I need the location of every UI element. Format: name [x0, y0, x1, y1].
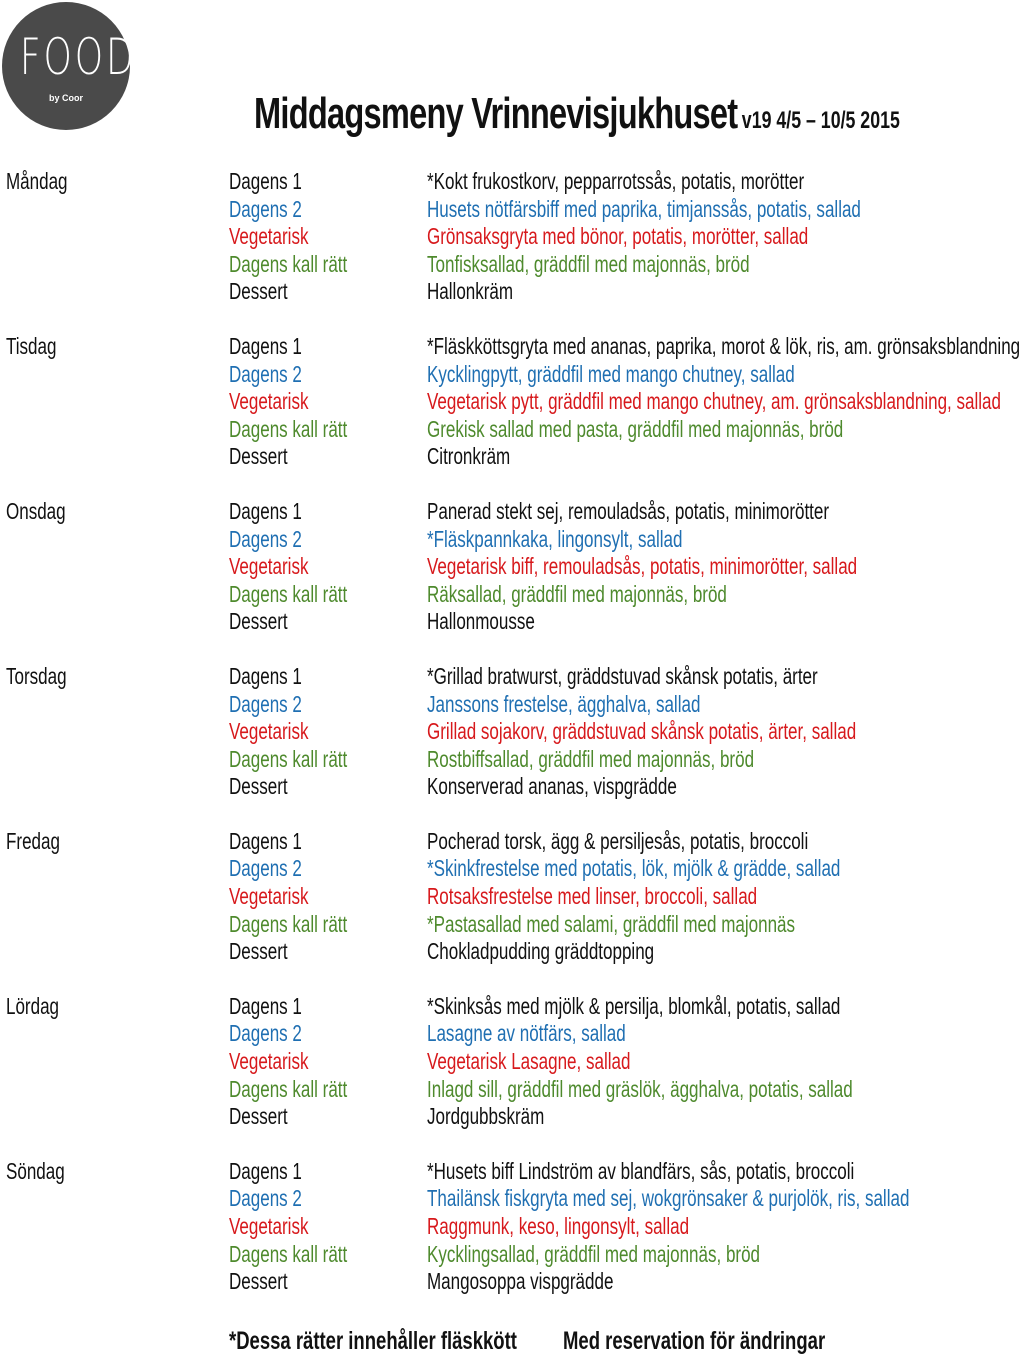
category-label: Dagens 1 [229, 662, 302, 689]
dish-description: Räksallad, gräddfil med majonnäs, bröd [427, 580, 727, 607]
menu-row [0, 1076, 960, 1104]
menu-row [0, 498, 960, 526]
dish-description: Kycklingsallad, gräddfil med majonnäs, bröd [427, 1240, 761, 1267]
category-label: Dagens 1 [229, 827, 302, 854]
day-block [0, 663, 960, 801]
page-title [254, 89, 900, 138]
category-label: Vegetarisk [229, 553, 309, 580]
menu-row [0, 223, 960, 251]
category-label: Dagens kall rätt [229, 250, 348, 277]
menu-row [0, 938, 960, 966]
weekly-menu [0, 168, 1020, 1323]
day-block [0, 993, 960, 1131]
dish-description: Pocherad torsk, ägg & persiljesås, potatis, broccoli [427, 827, 809, 854]
day-label: Fredag [6, 827, 60, 854]
day-block [0, 1158, 960, 1296]
menu-row [0, 1158, 960, 1186]
dish-description: Inlagd sill, gräddfil med gräslök, ägghalva, potatis, sallad [427, 1075, 853, 1102]
dish-description: *Grillad bratwurst, gräddstuvad skånsk potatis, ärter [427, 662, 818, 689]
category-label: Dagens kall rätt [229, 1240, 348, 1267]
dish-description: *Kokt frukostkorv, pepparrotssås, potatis, morötter [427, 168, 805, 194]
category-label: Dagens 1 [229, 168, 302, 194]
category-label: Dagens 2 [229, 360, 302, 387]
menu-row [0, 993, 960, 1021]
category-label: Dagens 1 [229, 992, 302, 1019]
dish-description: Chokladpudding gräddtopping [427, 938, 655, 965]
menu-row [0, 251, 960, 279]
dish-description: Tonfisksallad, gräddfil med majonnäs, bröd [427, 250, 750, 277]
dish-description: Grillad sojakorv, gräddstuvad skånsk potatis, ärter, sallad [427, 718, 857, 745]
category-label: Dessert [229, 938, 288, 965]
menu-version-dates: v19 4/5 – 10/5 2015 [741, 107, 900, 134]
menu-row [0, 168, 960, 196]
category-label: Vegetarisk [229, 1213, 309, 1239]
dish-description: Lasagne av nötfärs, sallad [427, 1020, 626, 1047]
category-label: Dagens 1 [229, 1157, 302, 1184]
dish-description: Mangosoppa vispgrädde [427, 1268, 614, 1295]
dish-description: *Skinkfrestelse med potatis, lök, mjölk & grädde, sallad [427, 855, 841, 882]
menu-row [0, 1268, 960, 1296]
menu-row [0, 553, 960, 581]
dish-description: Rostbiffsallad, gräddfil med majonnäs, bröd [427, 745, 755, 772]
category-label: Vegetarisk [229, 718, 309, 745]
menu-row [0, 773, 960, 801]
dish-description: *Skinksås med mjölk & persilja, blomkål, potatis, sallad [427, 992, 841, 1019]
category-label: Dessert [229, 278, 288, 305]
menu-row [0, 443, 960, 471]
dish-description: Konserverad ananas, vispgrädde [427, 773, 677, 800]
dish-description: Hallonkräm [427, 278, 514, 305]
category-label: Dagens kall rätt [229, 415, 348, 442]
category-label: Vegetarisk [229, 388, 309, 415]
day-block [0, 828, 960, 966]
menu-row [0, 388, 1001, 416]
category-label: Dagens 1 [229, 497, 302, 524]
dish-description: Janssons frestelse, ägghalva, sallad [427, 690, 701, 717]
menu-row [0, 196, 960, 224]
menu-title: Middagsmeny Vrinnevisjukhuset [254, 89, 738, 138]
category-label: Dagens 2 [229, 855, 302, 882]
day-block [0, 168, 960, 306]
menu-row [0, 581, 960, 609]
menu-row [0, 911, 960, 939]
dish-description: *Husets biff Lindström av blandfärs, sås, potatis, broccoli [427, 1157, 855, 1184]
category-label: Dagens 2 [229, 1185, 302, 1212]
menu-row [0, 828, 960, 856]
menu-row [0, 1020, 960, 1048]
menu-row [0, 855, 960, 883]
menu-row [0, 608, 960, 636]
menu-row [0, 883, 960, 911]
menu-row [0, 663, 960, 691]
dish-description: Grönsaksgryta med bönor, potatis, morötter, sallad [427, 223, 809, 250]
day-label: Onsdag [6, 497, 66, 524]
day-label: Tisdag [6, 332, 57, 359]
logo-byline-text: by Coor [48, 93, 83, 103]
day-block [0, 498, 960, 636]
dish-description: Thailänsk fiskgryta med sej, wokgrönsaker & purjolök, ris, sallad [427, 1185, 910, 1212]
category-label: Vegetarisk [229, 883, 309, 910]
category-label: Vegetarisk [229, 1048, 309, 1075]
menu-row [0, 332, 1020, 361]
dish-description: *Fläskköttsgryta med ananas, paprika, morot & lök, ris, am. grönsaksblandning [427, 332, 1020, 359]
logo-brand-text: FOOD [19, 28, 137, 86]
category-label: Dagens 2 [229, 525, 302, 552]
reservation-note: Med reservation för ändringar [563, 1327, 826, 1355]
pork-note: *Dessa rätter innehåller fläskkött [229, 1327, 517, 1355]
menu-row [0, 746, 960, 774]
category-label: Dagens kall rätt [229, 1075, 348, 1102]
dish-description: Kycklingpytt, gräddfil med mango chutney, sallad [427, 360, 795, 387]
menu-row [0, 1185, 960, 1213]
category-label: Vegetarisk [229, 223, 309, 250]
category-label: Dessert [229, 1268, 288, 1295]
dish-description: Rotsaksfrestelse med linser, broccoli, sallad [427, 883, 758, 910]
day-label: Torsdag [6, 662, 67, 689]
dish-description: Husets nötfärsbiff med paprika, timjanssås, potatis, sallad [427, 195, 861, 222]
menu-row [0, 416, 960, 444]
menu-row [0, 691, 960, 719]
menu-row [0, 1103, 960, 1131]
menu-row [0, 1213, 960, 1241]
category-label: Dagens 2 [229, 1020, 302, 1047]
dish-description: Raggmunk, keso, lingonsylt, sallad [427, 1213, 690, 1239]
day-block [0, 332, 1020, 471]
dish-description: Vegetarisk Lasagne, sallad [427, 1048, 631, 1075]
menu-row [0, 1048, 960, 1076]
day-label: Lördag [6, 992, 60, 1019]
category-label: Dessert [229, 773, 288, 800]
menu-row [0, 361, 960, 389]
dish-description: Vegetarisk pytt, gräddfil med mango chutney, am. grönsaksblandning, sallad [427, 388, 1001, 415]
menu-row [0, 718, 960, 746]
dish-description: Grekisk sallad med pasta, gräddfil med majonnäs, bröd [427, 415, 844, 442]
category-label: Dagens 2 [229, 690, 302, 717]
day-label: Måndag [6, 168, 68, 194]
category-label: Dessert [229, 443, 288, 470]
category-label: Dagens kall rätt [229, 745, 348, 772]
category-label: Dagens kall rätt [229, 580, 348, 607]
food-by-coor-logo [2, 2, 137, 130]
dish-description: Vegetarisk biff, remouladsås, potatis, minimorötter, sallad [427, 553, 858, 580]
dish-description: Citronkräm [427, 443, 511, 470]
menu-row [0, 1241, 960, 1269]
menu-row [0, 526, 960, 554]
dish-description: Panerad stekt sej, remouladsås, potatis, minimorötter [427, 497, 830, 524]
dish-description: Hallonmousse [427, 608, 535, 635]
dish-description: *Fläskpannkaka, lingonsylt, sallad [427, 525, 683, 552]
dish-description: *Pastasallad med salami, gräddfil med majonnäs [427, 910, 796, 937]
day-label: Söndag [6, 1157, 65, 1184]
category-label: Dagens kall rätt [229, 910, 348, 937]
category-label: Dessert [229, 1103, 288, 1130]
category-label: Dagens 1 [229, 332, 302, 359]
category-label: Dagens 2 [229, 195, 302, 222]
menu-row [0, 278, 960, 306]
category-label: Dessert [229, 608, 288, 635]
dish-description: Jordgubbskräm [427, 1103, 545, 1130]
